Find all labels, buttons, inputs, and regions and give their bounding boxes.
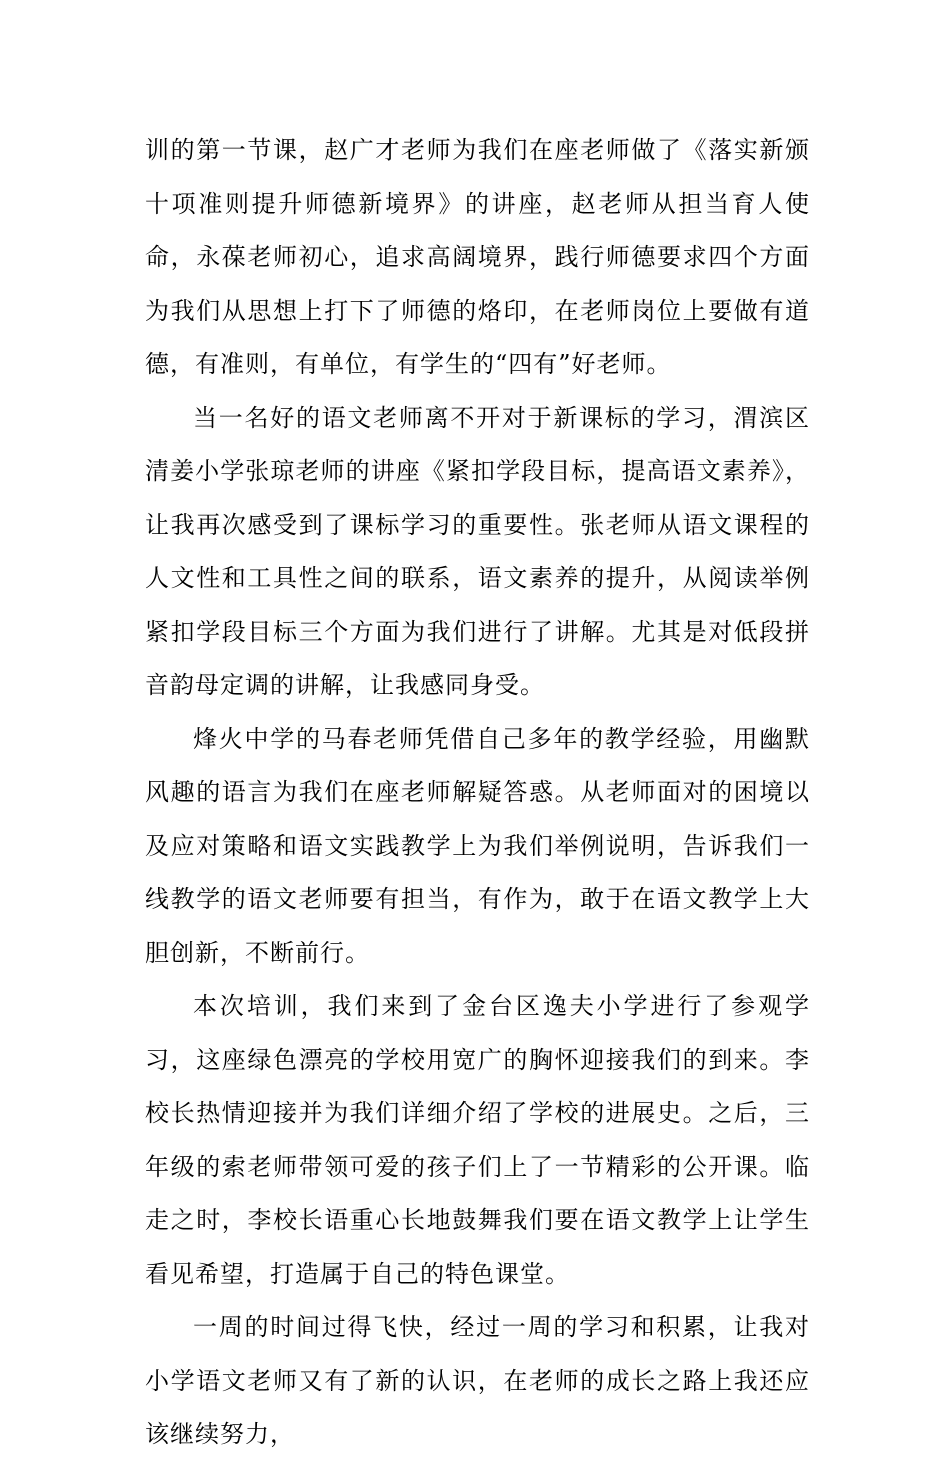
paragraph-3: 烽火中学的马春老师凭借自己多年的教学经验，用幽默风趣的语言为我们在座老师解疑答惑。从老师面对的困境以及应对策略和语文实践教学上为我们举例说明，告诉我们一线教学的语文老师要有担当，有作为，敢于在语文教学上大胆创新，不断前行。	[145, 724, 810, 967]
paragraph-4: 本次培训，我们来到了金台区逸夫小学进行了参观学习，这座绿色漂亮的学校用宽广的胸怀迎接我们的到来。李校长热情迎接并为我们详细介绍了学校的进展史。之后，三年级的索老师带领可爱的孩子们上了一节精彩的公开课。临走之时，李校长语重心长地鼓舞我们要在语文教学上让学生看见希望，打造属于自己的特色课堂。	[145, 992, 810, 1288]
paragraph-5: 一周的时间过得飞快，经过一周的学习和积累，让我对小学语文老师又有了新的认识，在老师的成长之路上我还应该继续努力，	[145, 1313, 810, 1448]
paragraph-1: 训的第一节课，赵广才老师为我们在座老师做了《落实新颁十项准则提升师德新境界》的讲座，赵老师从担当育人使命，永葆老师初心，追求高阔境界，践行师德要求四个方面为我们从思想上打下了师德的烙印，在老师岗位上要做有道德，有准则，有单位，有学生的“四有”好老师。	[145, 136, 810, 378]
document-body	[145, 124, 810, 1462]
paragraph-2: 当一名好的语文老师离不开对于新课标的学习，渭滨区清姜小学张琼老师的讲座《紧扣学段目标，提高语文素养》，让我再次感受到了课标学习的重要性。张老师从语文课程的人文性和工具性之间的联系，语文素养的提升，从阅读举例紧扣学段目标三个方面为我们进行了讲解。尤其是对低段拼音韵母定调的讲解，让我感同身受。	[145, 403, 810, 699]
